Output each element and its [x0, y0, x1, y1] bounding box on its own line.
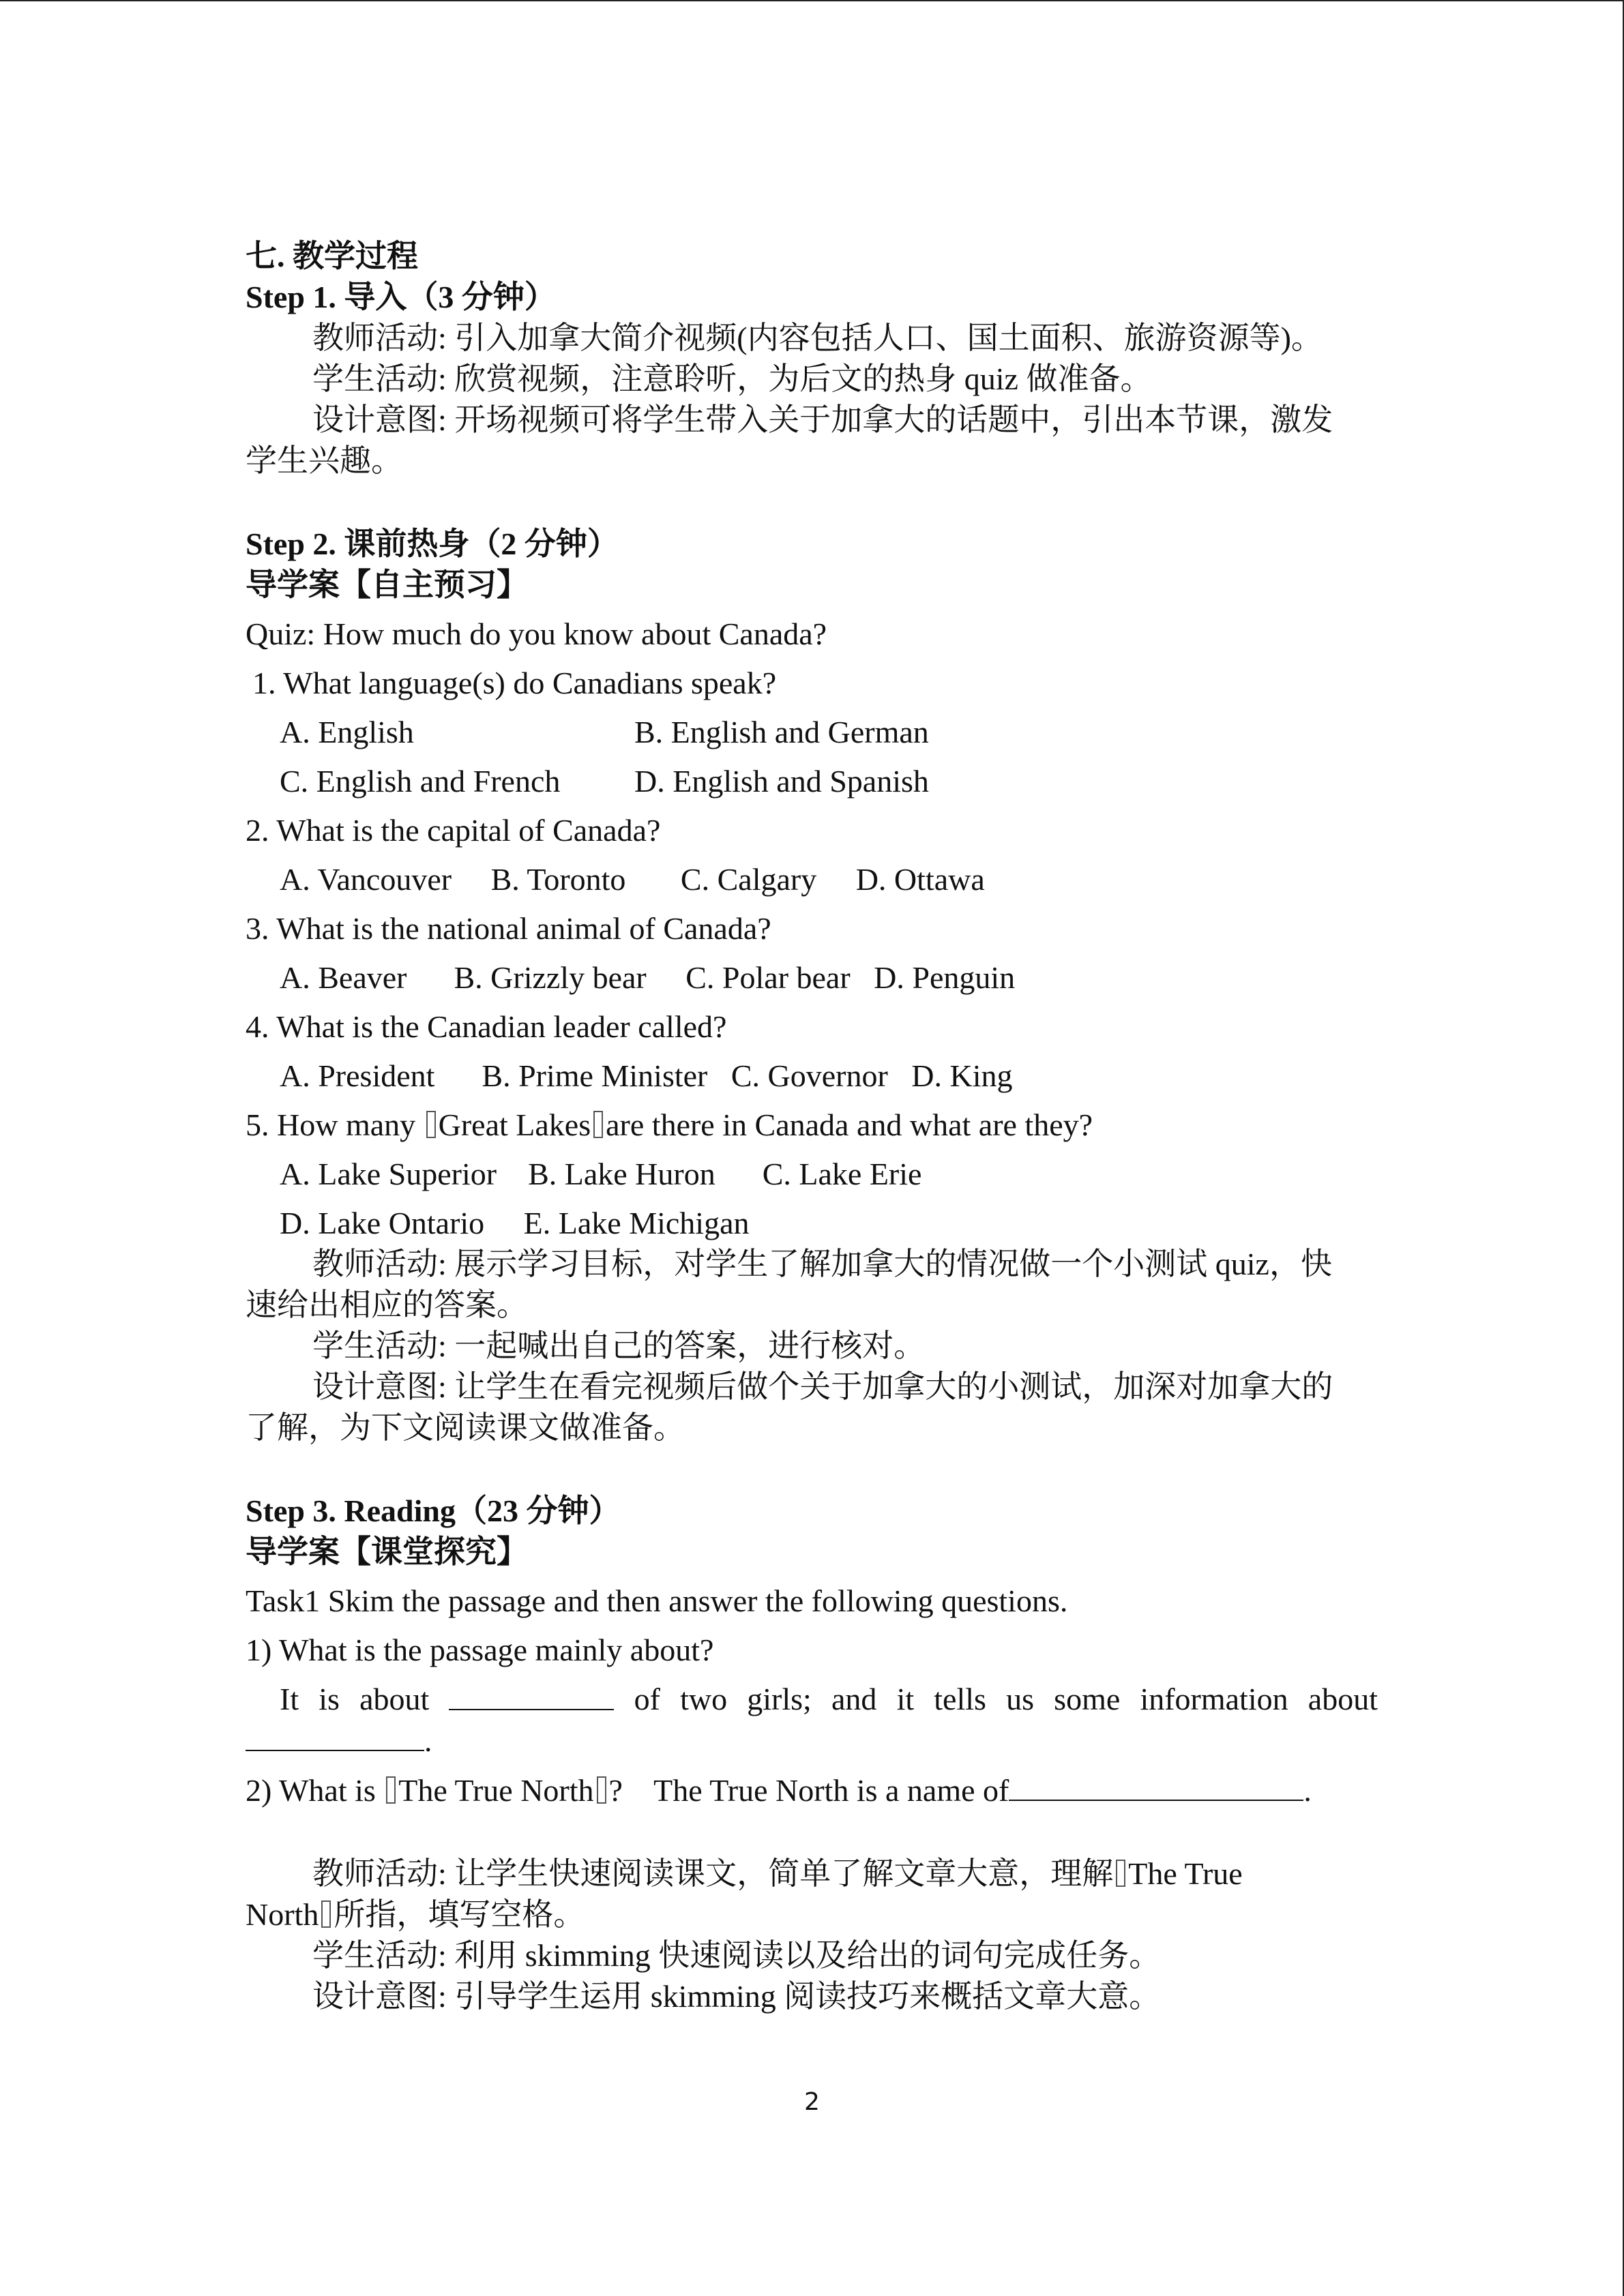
q1-answer-word: information — [1140, 1682, 1288, 1716]
step1-heading: Step 1. 导入（3 分钟） — [246, 280, 556, 314]
quiz-question-5 — [246, 1105, 1378, 1146]
step2-guide-label: 导学案【自主预习】 — [246, 567, 528, 602]
task1-q1-answer-line — [246, 1679, 1378, 1720]
step1-design-intent-cont: 学生兴趣。 — [246, 443, 402, 478]
step2-heading: Step 2. 课前热身（2 分钟） — [246, 526, 619, 561]
step2-teacher-activity-cont: 速给出相应的答案。 — [246, 1287, 528, 1322]
missing-glyph-icon — [1116, 1860, 1125, 1887]
q5-text-mid: Great Lakes — [438, 1107, 591, 1142]
quiz-q5-options-row1: A. Lake Superior B. Lake Huron C. Lake Erie — [280, 1157, 922, 1191]
step3-teacher-text: 教师活动: 让学生快速阅读课文，简单了解文章大意，理解 — [312, 1856, 1114, 1891]
page-top-border — [0, 0, 1623, 1]
step1-teacher-activity: 教师活动: 引入加拿大简介视频(内容包括人口、国土面积、旅游资源等)。 — [312, 320, 1323, 355]
step2-design-intent-cont: 了解，为下文阅读课文做准备。 — [246, 1410, 685, 1445]
task1-question-2 — [246, 1770, 1378, 1811]
q1-answer-word: It — [280, 1682, 299, 1716]
quiz-q1-options-row2 — [246, 761, 1378, 802]
task1-question-1: 1) What is the passage mainly about? — [246, 1632, 714, 1667]
quiz-question-4: 4. What is the Canadian leader called? — [246, 1009, 727, 1044]
quiz-q5-options-row2: D. Lake Ontario E. Lake Michigan — [280, 1206, 750, 1240]
page-number: 2 — [804, 2088, 820, 2116]
missing-glyph-icon — [426, 1111, 436, 1138]
task1-instruction: Task1 Skim the passage and then answer the following questions. — [246, 1583, 1068, 1618]
q1-option-a: A. English — [280, 715, 414, 749]
section-title: 七. 教学过程 — [246, 239, 418, 273]
quiz-question-3: 3. What is the national animal of Canada? — [246, 911, 771, 946]
q1-answer-word: is — [319, 1682, 340, 1716]
step3-teacher-text-2b: 所指，填写空格。 — [334, 1897, 585, 1932]
q2-text-pre: 2) What is — [246, 1773, 384, 1808]
step3-teacher-activity — [246, 1853, 1378, 1894]
step3-student-activity: 学生活动: 利用 skimming 快速阅读以及给出的词句完成任务。 — [312, 1938, 1161, 1973]
q5-text-post: are there in Canada and what are they? — [606, 1107, 1093, 1142]
q1-option-c: C. English and French — [280, 764, 561, 799]
q2-text-post: ? The True North is a name of — [608, 1773, 1009, 1808]
quiz-q3-options: A. Beaver B. Grizzly bear C. Polar bear D. Penguin — [280, 960, 1016, 995]
answer-blank-3[interactable] — [1009, 1770, 1303, 1801]
quiz-question-1: 1. What language(s) do Canadians speak? — [252, 666, 777, 700]
q5-text-pre: 5. How many — [246, 1107, 424, 1142]
step3-design-intent: 设计意图: 引导学生运用 skimming 阅读技巧来概括文章大意。 — [312, 1979, 1161, 2014]
step2-teacher-activity: 教师活动: 展示学习目标，对学生了解加拿大的情况做一个小测试 quiz，快 — [312, 1247, 1332, 1281]
step1-design-intent: 设计意图: 开场视频可将学生带入关于加拿大的话题中，引出本节课，激发 — [312, 402, 1333, 437]
q1-answer-word: two — [680, 1682, 728, 1716]
step3-teacher-text-b: The True — [1128, 1856, 1243, 1891]
quiz-q1-options-row1 — [246, 712, 1378, 753]
answer-blank-1[interactable] — [449, 1679, 614, 1710]
missing-glyph-icon — [593, 1111, 603, 1138]
step1-student-activity: 学生活动: 欣赏视频，注意聆听，为后文的热身 quiz 做准备。 — [312, 361, 1152, 396]
quiz-question-2: 2. What is the capital of Canada? — [246, 813, 661, 848]
quiz-title: Quiz: How much do you know about Canada? — [246, 616, 827, 651]
missing-glyph-icon — [597, 1776, 606, 1804]
q1-answer-word: tells — [934, 1682, 986, 1716]
task1-q1-answer-line-cont — [246, 1720, 1378, 1761]
q1-answer-word: girls; — [747, 1682, 812, 1716]
quiz-q4-options: A. President B. Prime Minister C. Governor D. King — [280, 1058, 1013, 1093]
document-body — [246, 236, 1378, 2017]
q1-option-d: D. English and Spanish — [634, 764, 929, 799]
step3-guide-label: 导学案【课堂探究】 — [246, 1534, 528, 1569]
q1-answer-word: about — [1308, 1682, 1378, 1716]
q1-period: . — [424, 1723, 432, 1758]
missing-glyph-icon — [321, 1900, 331, 1928]
q1-answer-word: and — [831, 1682, 877, 1716]
missing-glyph-icon — [386, 1776, 396, 1804]
q1-option-b: B. English and German — [634, 715, 929, 749]
quiz-q2-options: A. Vancouver B. Toronto C. Calgary D. Ottawa — [280, 862, 985, 897]
step3-teacher-activity-cont — [246, 1894, 1378, 1935]
q1-answer-word: about — [359, 1682, 430, 1716]
q1-answer-word: it — [896, 1682, 915, 1716]
answer-blank-2[interactable] — [246, 1720, 424, 1751]
q1-answer-word: us — [1006, 1682, 1035, 1716]
q2-text-mid: The True North — [398, 1773, 594, 1808]
q1-answer-word: some — [1054, 1682, 1121, 1716]
step2-design-intent: 设计意图: 让学生在看完视频后做个关于加拿大的小测试，加深对加拿大的 — [312, 1369, 1333, 1404]
q2-period: . — [1303, 1773, 1312, 1808]
q1-answer-word: of — [634, 1682, 660, 1716]
step3-teacher-text-2a: North — [246, 1897, 319, 1932]
step3-heading: Step 3. Reading（23 分钟） — [246, 1493, 621, 1528]
step2-student-activity: 学生活动: 一起喊出自己的答案，进行核对。 — [312, 1328, 926, 1363]
